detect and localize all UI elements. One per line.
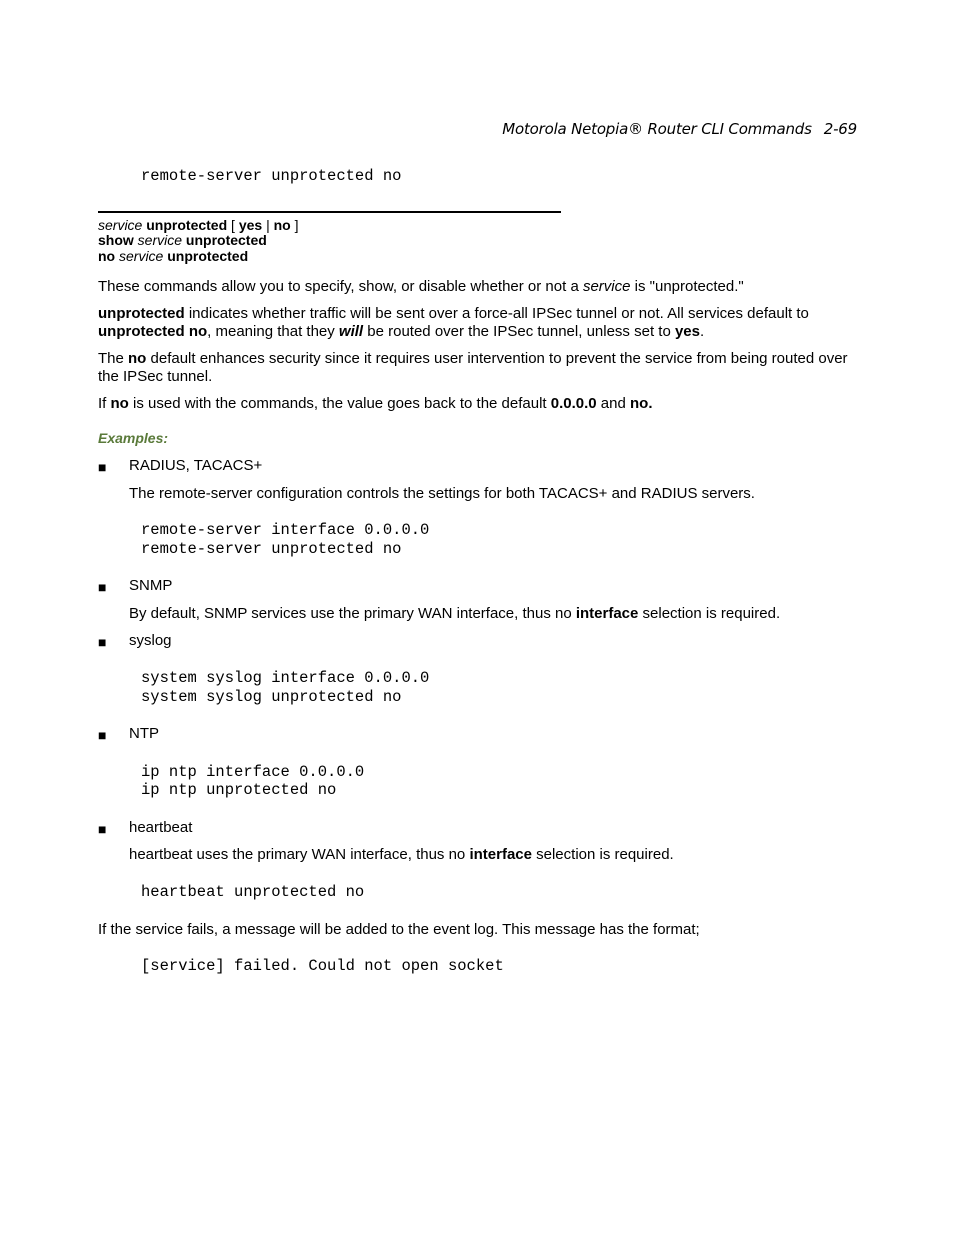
example-heartbeat-label: heartbeat: [129, 819, 193, 836]
code-syslog-interface: system syslog interface 0.0.0.0: [141, 669, 430, 687]
header-title: Motorola Netopia® Router CLI Commands: [502, 120, 812, 138]
example-snmp-description: By default, SNMP services use the primary WAN interface, thus no interface selection is required.: [129, 605, 781, 622]
running-header: [502, 120, 857, 138]
syntax-line-no: no service unprotected: [98, 248, 249, 264]
event-log-paragraph: If the service fails, a message will be added to the event log. This message has the format;: [98, 921, 700, 938]
example-radius-label: RADIUS, TACACS+: [129, 457, 263, 474]
unprotected-paragraph: unprotected indicates whether traffic will be sent over a force-all IPSec tunnel or not. All services default to unprotected no, meaning that they will be routed over the IPSec tunnel, unless set to yes.: [98, 305, 809, 340]
bullet-icon: ■: [98, 727, 107, 743]
syntax-line-show: show service unprotected: [98, 232, 267, 248]
code-remote-server-unprotected-example: remote-server unprotected no: [141, 540, 402, 558]
example-ntp-label: NTP: [129, 725, 159, 742]
code-remote-server-unprotected: remote-server unprotected no: [141, 167, 402, 185]
example-syslog-label: syslog: [129, 632, 172, 649]
code-ntp-interface: ip ntp interface 0.0.0.0: [141, 763, 365, 781]
description-paragraph: These commands allow you to specify, show, or disable whether or not a service is "unprotected.": [98, 278, 744, 295]
bullet-icon: ■: [98, 821, 107, 837]
bullet-icon: ■: [98, 459, 107, 475]
code-failure-message: [service] failed. Could not open socket: [141, 957, 504, 975]
example-radius-description: The remote-server configuration controls the settings for both TACACS+ and RADIUS servers.: [129, 485, 755, 502]
example-heartbeat-description: heartbeat uses the primary WAN interface, thus no interface selection is required.: [129, 846, 674, 863]
examples-heading: Examples:: [98, 430, 169, 446]
code-syslog-unprotected: system syslog unprotected no: [141, 688, 402, 706]
bullet-icon: ■: [98, 579, 107, 595]
example-snmp-label: SNMP: [129, 577, 173, 594]
code-ntp-unprotected: ip ntp unprotected no: [141, 781, 337, 799]
security-paragraph: The no default enhances security since it requires user intervention to prevent the service from being routed over the IPSec tunnel.: [98, 350, 848, 385]
code-remote-server-interface: remote-server interface 0.0.0.0: [141, 521, 430, 539]
code-heartbeat-unprotected: heartbeat unprotected no: [141, 883, 365, 901]
bullet-icon: ■: [98, 634, 107, 650]
default-paragraph: If no is used with the commands, the value goes back to the default 0.0.0.0 and no.: [98, 395, 653, 412]
page-number: 2-69: [823, 120, 857, 138]
syntax-line-set: service unprotected [ yes | no ]: [98, 217, 299, 233]
section-rule: [98, 211, 561, 213]
